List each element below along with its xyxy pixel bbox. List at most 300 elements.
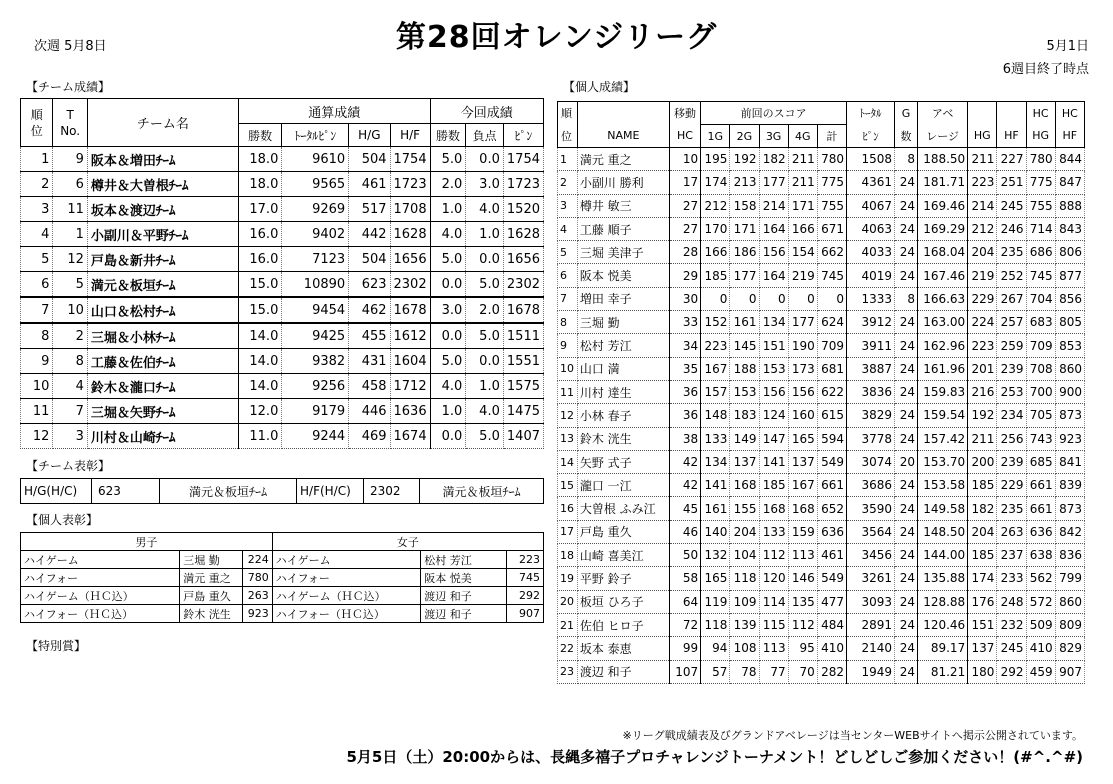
player-cell: 平野 鈴子 [577,567,669,590]
individual-results-heading: 【個人成績】 [563,80,636,94]
player-cell: 松村 芳江 [577,334,669,357]
team-cell: 1628 [503,222,543,247]
player-cell: 888 [1055,194,1084,217]
team-cell: 1712 [390,374,430,399]
player-cell: 4 [558,217,578,240]
player-cell: 615 [817,404,846,427]
player-cell: 8 [895,287,918,310]
team-cell: 4 [53,374,88,399]
team-cell: 18.0 [238,147,282,172]
col-cur-wins: 勝数 [430,124,466,147]
player-cell: 155 [730,497,759,520]
player-row [558,637,1085,660]
player-cell: 139 [730,613,759,636]
team-cell: 446 [349,399,390,424]
player-row [558,357,1085,380]
team-cell: 1604 [390,349,430,374]
team-cell: 1.0 [466,222,504,247]
player-cell: 3456 [846,544,894,567]
player-cell: 248 [997,590,1026,613]
player-cell: 171 [730,217,759,240]
player-cell: 256 [997,427,1026,450]
team-cell: 1 [21,147,53,172]
player-cell: 94 [701,637,730,660]
player-cell: 34 [669,334,700,357]
player-cell: 173 [788,357,817,380]
col-rank: 順 位 [21,99,53,147]
player-cell: 410 [817,637,846,660]
col-pin: ﾋﾟﾝ [846,125,894,148]
player-cell: 11 [558,380,578,403]
col-team-no: T No. [53,99,88,147]
team-cell: 1 [53,222,88,247]
player-cell: 192 [730,148,759,171]
award-cell: 三堀 勤 [180,551,242,569]
player-cell: 177 [730,264,759,287]
player-cell: 167 [788,474,817,497]
player-cell: 24 [895,520,918,543]
team-award-heading: 【チーム表彰】 [26,459,111,473]
player-cell: 38 [669,427,700,450]
player-cell: 77 [759,660,788,683]
team-cell: 431 [349,349,390,374]
player-row [558,380,1085,403]
col-pins: ﾋﾟﾝ [503,124,543,147]
player-cell: 907 [1055,660,1084,683]
player-cell: 246 [997,217,1026,240]
team-cell: 455 [349,323,390,349]
team-cell: 9382 [282,349,349,374]
personal-award-heading: 【個人表彰】 [26,513,99,527]
player-cell: 156 [759,241,788,264]
player-cell: 104 [730,544,759,567]
player-cell: 50 [669,544,700,567]
player-cell: 137 [968,637,997,660]
player-cell: 233 [997,567,1026,590]
player-cell: 21 [558,613,578,636]
player-cell: 24 [895,334,918,357]
player-cell: 624 [817,311,846,334]
team-results-heading: 【チーム成績】 [26,80,111,94]
team-cell: 1.0 [466,374,504,399]
player-cell: 29 [669,264,700,287]
player-cell: 671 [817,217,846,240]
player-cell: 704 [1026,287,1055,310]
player-cell: 24 [895,637,918,660]
team-cell: 10 [53,297,88,323]
team-cell: 3 [21,197,53,222]
award-cell: ハイフォー [21,569,180,587]
player-cell: 780 [817,148,846,171]
player-cell: 224 [968,311,997,334]
player-cell: 89.17 [918,637,968,660]
player-cell: 153.58 [918,474,968,497]
player-cell: 170 [701,217,730,240]
player-cell: 201 [968,357,997,380]
award-row [21,569,544,587]
award-cell: 745 [507,569,544,587]
player-cell: 185 [968,544,997,567]
player-cell: 22 [558,637,578,660]
player-cell: 81.21 [918,660,968,683]
player-cell: 239 [997,450,1026,473]
player-row [558,171,1085,194]
player-cell: 153 [759,357,788,380]
player-cell: 山崎 喜美江 [577,544,669,567]
player-cell: 113 [759,637,788,660]
team-cell: 1575 [503,374,543,399]
player-cell: 685 [1026,450,1055,473]
player-cell: 709 [817,334,846,357]
team-cell: 442 [349,222,390,247]
player-cell: 842 [1055,520,1084,543]
team-cell: 5.0 [430,349,466,374]
team-cell: 2.0 [466,297,504,323]
player-cell: 923 [1055,427,1084,450]
team-cell: 2302 [390,272,430,298]
player-cell: 873 [1055,404,1084,427]
team-cell: 3.0 [466,172,504,197]
player-cell: 140 [701,520,730,543]
team-cell: 三堀＆小林ﾁｰﾑ [87,323,238,349]
player-cell: 0 [788,287,817,310]
col-hg: HG [968,125,997,148]
award-cell: ハイフォー [272,569,421,587]
player-cell: 3 [558,194,578,217]
team-cell: 4 [21,222,53,247]
player-cell: 461 [817,544,846,567]
player-cell: 873 [1055,497,1084,520]
player-cell: 135 [788,590,817,613]
player-cell: 12 [558,404,578,427]
team-cell: 9565 [282,172,349,197]
player-cell: 877 [1055,264,1084,287]
player-cell: 107 [669,660,700,683]
player-cell: 216 [968,380,997,403]
player-row [558,660,1085,683]
player-cell: 2 [558,171,578,194]
player-cell: 矢野 式子 [577,450,669,473]
player-row [558,194,1085,217]
player-cell: 3590 [846,497,894,520]
player-cell: 24 [895,380,918,403]
player-cell: 292 [997,660,1026,683]
team-cell: 1678 [390,297,430,323]
team-cell: 14.0 [238,323,282,349]
team-cell: 2.0 [430,172,466,197]
team-cell: 4.0 [430,222,466,247]
team-cell: 5.0 [466,323,504,349]
player-cell: 山口 満 [577,357,669,380]
team-cell: 8 [21,323,53,349]
team-cell: 11 [53,197,88,222]
award-cell: 阪本 悦美 [421,569,507,587]
team-cell: 10890 [282,272,349,298]
player-cell: 24 [895,544,918,567]
player-cell: 856 [1055,287,1084,310]
player-cell: 204 [968,520,997,543]
player-cell: 1 [558,148,578,171]
team-cell: 1754 [390,147,430,172]
player-cell: 219 [788,264,817,287]
award-row [21,605,544,623]
player-cell: 戸島 重久 [577,520,669,543]
player-cell: 662 [817,241,846,264]
player-cell: 3836 [846,380,894,403]
player-cell: 843 [1055,217,1084,240]
player-cell: 1333 [846,287,894,310]
award-cell: 224 [242,551,272,569]
player-cell: 99 [669,637,700,660]
player-cell: 渡辺 和子 [577,660,669,683]
team-cell: 1678 [503,297,543,323]
player-cell: 622 [817,380,846,403]
player-cell: 7 [558,287,578,310]
personal-award-table [20,532,544,623]
player-cell: 775 [817,171,846,194]
player-cell: 147 [759,427,788,450]
player-cell: 158 [730,194,759,217]
team-results-table [20,98,544,449]
player-cell: 151 [968,613,997,636]
team-cell: 14.0 [238,349,282,374]
player-cell: 168 [730,474,759,497]
team-row [21,374,544,399]
player-cell: 860 [1055,357,1084,380]
player-cell: 132 [701,544,730,567]
player-cell: 211 [788,148,817,171]
player-cell: 134 [759,311,788,334]
player-cell: 28 [669,241,700,264]
award-cell: 松村 芳江 [421,551,507,569]
player-cell: 小林 春子 [577,404,669,427]
player-cell: 13 [558,427,578,450]
team-cell: 16.0 [238,247,282,272]
player-cell: 168 [759,497,788,520]
player-cell: 200 [968,450,997,473]
player-cell: 167.46 [918,264,968,287]
team-cell: 11 [21,399,53,424]
player-cell: 705 [1026,404,1055,427]
player-cell: 24 [895,660,918,683]
player-cell: 745 [817,264,846,287]
team-cell: 9179 [282,399,349,424]
team-cell: 5.0 [430,247,466,272]
player-cell: 809 [1055,613,1084,636]
award-cell: ハイゲーム [272,551,421,569]
award-cell: 渡辺 和子 [421,587,507,605]
col-hchf: HF [1055,125,1084,148]
player-cell: 佐伯 ヒロ子 [577,613,669,636]
player-cell: 192 [968,404,997,427]
team-cell: 14.0 [238,374,282,399]
team-cell: 461 [349,172,390,197]
team-cell: 2 [21,172,53,197]
player-cell: 42 [669,474,700,497]
player-cell: 45 [669,497,700,520]
player-cell: 223 [968,171,997,194]
player-cell: 3093 [846,590,894,613]
player-row [558,334,1085,357]
player-cell: 8 [558,311,578,334]
player-cell: 562 [1026,567,1055,590]
player-cell: 樽井 敏三 [577,194,669,217]
team-cell: 1708 [390,197,430,222]
col-hchg: HG [1026,125,1055,148]
player-row [558,264,1085,287]
player-cell: 860 [1055,590,1084,613]
player-cell: 24 [895,497,918,520]
player-cell: 229 [968,287,997,310]
team-cell: 458 [349,374,390,399]
award-cell: ハイゲーム [21,551,180,569]
player-cell: 252 [997,264,1026,287]
player-cell: 4033 [846,241,894,264]
player-cell: 159.54 [918,404,968,427]
team-cell: 満元＆板垣ﾁｰﾑ [87,272,238,298]
col-games: 数 [895,125,918,148]
award-cell: 780 [242,569,272,587]
player-row [558,474,1085,497]
team-cell: 9 [21,349,53,374]
team-cell: 1511 [503,323,543,349]
player-cell: 148.50 [918,520,968,543]
team-cell: 9402 [282,222,349,247]
player-cell: 743 [1026,427,1055,450]
player-cell: 509 [1026,613,1055,636]
player-cell: 165 [788,427,817,450]
player-cell: 166 [701,241,730,264]
team-cell: 5.0 [430,147,466,172]
award-cell: 907 [507,605,544,623]
team-cell: 1475 [503,399,543,424]
team-cell: 2302 [503,272,543,298]
player-cell: 169.46 [918,194,968,217]
player-cell: 213 [730,171,759,194]
player-row [558,590,1085,613]
team-row [21,147,544,172]
player-cell: 259 [997,334,1026,357]
team-cell: 三堀＆矢野ﾁｰﾑ [87,399,238,424]
player-cell: 174 [701,171,730,194]
player-cell: 133 [701,427,730,450]
player-cell: 171 [788,194,817,217]
team-cell: 9244 [282,424,349,449]
col-pos: 位 [558,125,578,148]
player-row [558,450,1085,473]
player-cell: 164 [759,264,788,287]
footer-announcement: 5月5日（土）20:00からは、長縄多禧子プロチャレンジトーナメント！どしどしご参加ください！(#^.^#) [346,748,1083,766]
player-cell: 549 [817,567,846,590]
team-cell: 0.0 [430,272,466,298]
player-cell: 0 [759,287,788,310]
team-cell: 3.0 [430,297,466,323]
player-cell: 211 [968,148,997,171]
player-cell: 24 [895,264,918,287]
player-cell: 137 [730,450,759,473]
col-prev-scores: 前回のスコア [701,102,847,125]
team-cell: 12.0 [238,399,282,424]
individual-results-table [557,101,1085,684]
team-cell: 0.0 [466,147,504,172]
player-cell: 183 [730,404,759,427]
player-cell: 5 [558,241,578,264]
team-cell: 5 [21,247,53,272]
player-cell: 156 [788,380,817,403]
player-row [558,544,1085,567]
player-cell: 増田 幸子 [577,287,669,310]
team-cell: 4.0 [430,374,466,399]
award-cell: 223 [507,551,544,569]
team-cell: 6 [53,172,88,197]
player-cell: 3912 [846,311,894,334]
team-cell: 1636 [390,399,430,424]
team-cell: 469 [349,424,390,449]
player-cell: 1949 [846,660,894,683]
player-cell: 109 [730,590,759,613]
team-row [21,349,544,374]
player-cell: 23 [558,660,578,683]
player-cell: 176 [968,590,997,613]
team-cell: 6 [21,272,53,298]
award-hf-team: 満元＆板垣ﾁｰﾑ [442,484,521,499]
player-cell: 10 [669,148,700,171]
player-cell: 46 [669,520,700,543]
player-cell: 755 [817,194,846,217]
player-cell: 161.96 [918,357,968,380]
award-hg-team: 満元＆板垣ﾁｰﾑ [160,479,297,504]
player-cell: 836 [1055,544,1084,567]
player-cell: 799 [1055,567,1084,590]
team-cell: 7 [53,399,88,424]
player-cell: 477 [817,590,846,613]
player-cell: 3887 [846,357,894,380]
player-cell: 214 [759,194,788,217]
player-cell: 3074 [846,450,894,473]
team-cell: 5 [53,272,88,298]
player-cell: 245 [997,194,1026,217]
col-team-name: チーム名 [87,99,238,147]
team-cell: 9269 [282,197,349,222]
player-cell: 3911 [846,334,894,357]
team-cell: 11.0 [238,424,282,449]
col-hf: H/F [390,124,430,147]
player-cell: 661 [1026,497,1055,520]
player-cell: 118 [701,613,730,636]
player-cell: 805 [1055,311,1084,334]
team-cell: 0.0 [430,323,466,349]
team-cell: 1723 [390,172,430,197]
player-cell: 149 [730,427,759,450]
player-cell: 188 [730,357,759,380]
player-cell: 58 [669,567,700,590]
team-cell: 坂本＆渡辺ﾁｰﾑ [87,197,238,222]
player-cell: 169.29 [918,217,968,240]
player-row [558,217,1085,240]
player-cell: 108 [730,637,759,660]
col-hchf-top: HC [1055,102,1084,125]
player-cell: 186 [730,241,759,264]
player-cell: 4361 [846,171,894,194]
player-cell: 坂本 泰恵 [577,637,669,660]
player-cell: 19 [558,567,578,590]
player-cell: 239 [997,357,1026,380]
female-header: 女子 [272,533,543,551]
player-cell: 120 [759,567,788,590]
team-award-table [20,478,544,504]
player-cell: 33 [669,311,700,334]
player-cell: 185 [968,474,997,497]
